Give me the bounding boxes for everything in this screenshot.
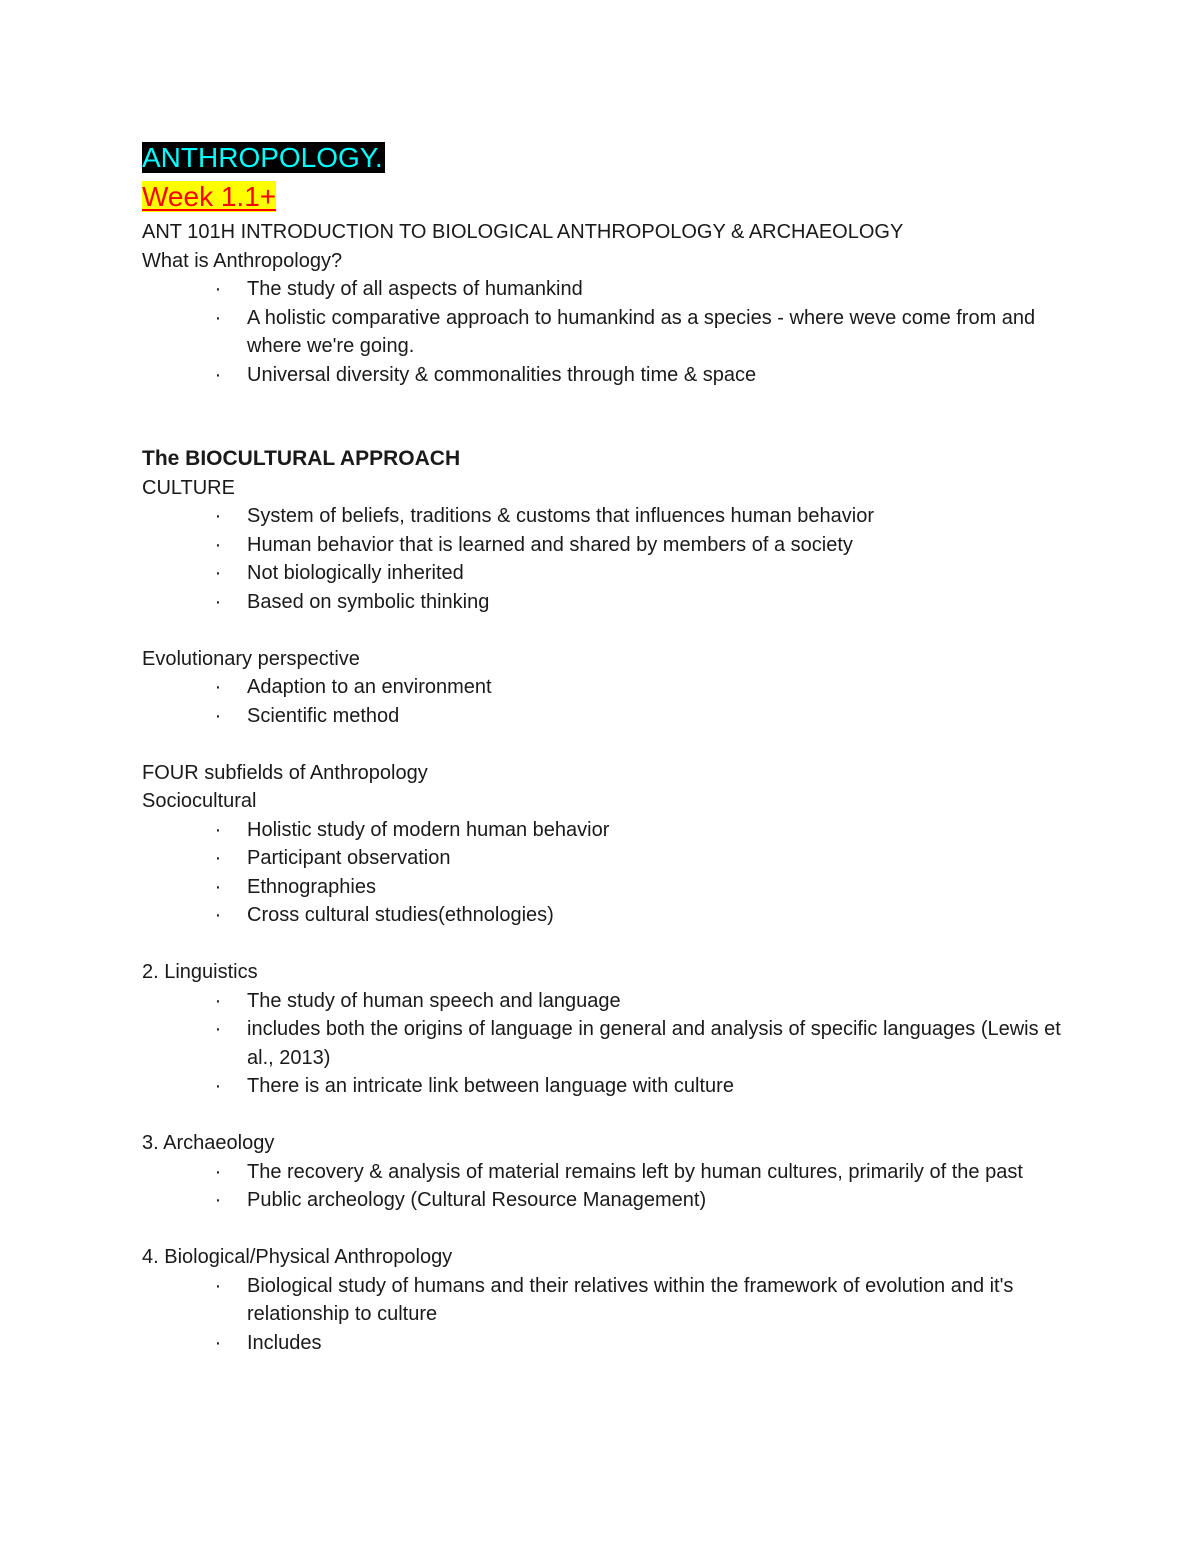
- culture-label: CULTURE: [142, 476, 235, 499]
- course-title: ANT 101H INTRODUCTION TO BIOLOGICAL ANTHROPOLOGY & ARCHAEOLOGY: [142, 221, 904, 243]
- title-line: [142, 140, 1082, 178]
- intro-question: What is Anthropology?: [142, 249, 343, 272]
- list-item: · Universal diversity & commonalities through time & space: [142, 361, 1082, 390]
- bullet-icon: ·: [214, 1189, 222, 1211]
- list-item: · Not biologically inherited: [142, 559, 1082, 588]
- list-item: · Cross cultural studies(ethnologies): [142, 901, 1082, 930]
- bullet-icon: ·: [214, 363, 222, 386]
- list-item: · Ethnographies: [142, 873, 1082, 902]
- evolution-bullet-list: [142, 673, 1082, 730]
- bullet-icon: ·: [214, 847, 222, 869]
- week-line: [142, 180, 1082, 216]
- archaeology-label: 3. Archaeology: [142, 1132, 275, 1154]
- list-item: · The recovery & analysis of material remains left by human cultures, primarily of the past: [142, 1158, 1082, 1187]
- bullet-icon: ·: [214, 704, 222, 727]
- bullet-icon: ·: [214, 306, 222, 329]
- bullet-icon: ·: [214, 562, 222, 584]
- list-item: · A holistic comparative approach to humankind as a species - where weve come from and where we're going.: [142, 304, 1082, 361]
- linguistics-bullet-list: [142, 987, 1082, 1101]
- linguistics-label: 2. Linguistics: [142, 961, 258, 983]
- archaeology-bullet-list: [142, 1158, 1082, 1215]
- sociocultural-label: Sociocultural: [142, 790, 257, 812]
- list-item: · Holistic study of modern human behavior: [142, 816, 1082, 845]
- bullet-icon: ·: [214, 904, 222, 926]
- bullet-icon: ·: [214, 1075, 222, 1097]
- list-item: · Includes: [142, 1329, 1082, 1358]
- document-title: ANTHROPOLOGY.: [142, 142, 383, 173]
- bullet-icon: ·: [214, 533, 222, 556]
- list-item: · Human behavior that is learned and shared by members of a society: [142, 531, 1082, 560]
- bullet-icon: ·: [214, 1160, 222, 1183]
- document-page: [142, 140, 1082, 1357]
- list-item: · Public archeology (Cultural Resource Management): [142, 1186, 1082, 1215]
- bullet-icon: ·: [214, 1274, 222, 1297]
- bullet-icon: ·: [214, 676, 222, 698]
- bullet-icon: ·: [214, 989, 222, 1012]
- evolution-label: Evolutionary perspective: [142, 647, 360, 670]
- list-item: · The study of all aspects of humankind: [142, 275, 1082, 304]
- subfields-heading: FOUR subfields of Anthropology: [142, 761, 428, 784]
- bullet-icon: ·: [214, 1331, 222, 1354]
- list-item: · The study of human speech and language: [142, 987, 1082, 1016]
- list-item: · System of beliefs, traditions & customs that influences human behavior: [142, 502, 1082, 531]
- list-item: · There is an intricate link between language with culture: [142, 1072, 1082, 1101]
- culture-bullet-list: [142, 502, 1082, 616]
- list-item: · Scientific method: [142, 702, 1082, 731]
- list-item: · includes both the origins of language in general and analysis of specific languages (Lewis et al., 2013): [142, 1015, 1082, 1072]
- bullet-icon: ·: [214, 278, 222, 300]
- biological-bullet-list: [142, 1272, 1082, 1358]
- bullet-icon: ·: [214, 1018, 222, 1040]
- list-item: · Based on symbolic thinking: [142, 588, 1082, 617]
- list-item: · Participant observation: [142, 844, 1082, 873]
- week-heading: Week 1.1+: [142, 181, 277, 212]
- section-heading-biocultural: The BIOCULTURAL APPROACH: [142, 447, 461, 470]
- list-item: · Biological study of humans and their relatives within the framework of evolution and it's relationship to culture: [142, 1272, 1082, 1329]
- bullet-icon: ·: [214, 818, 222, 841]
- intro-bullet-list: [142, 275, 1082, 389]
- list-item: · Adaption to an environment: [142, 673, 1082, 702]
- bullet-icon: ·: [214, 875, 222, 898]
- sociocultural-bullet-list: [142, 816, 1082, 930]
- bullet-icon: ·: [214, 590, 222, 613]
- biological-label: 4. Biological/Physical Anthropology: [142, 1246, 453, 1268]
- bullet-icon: ·: [214, 505, 222, 527]
